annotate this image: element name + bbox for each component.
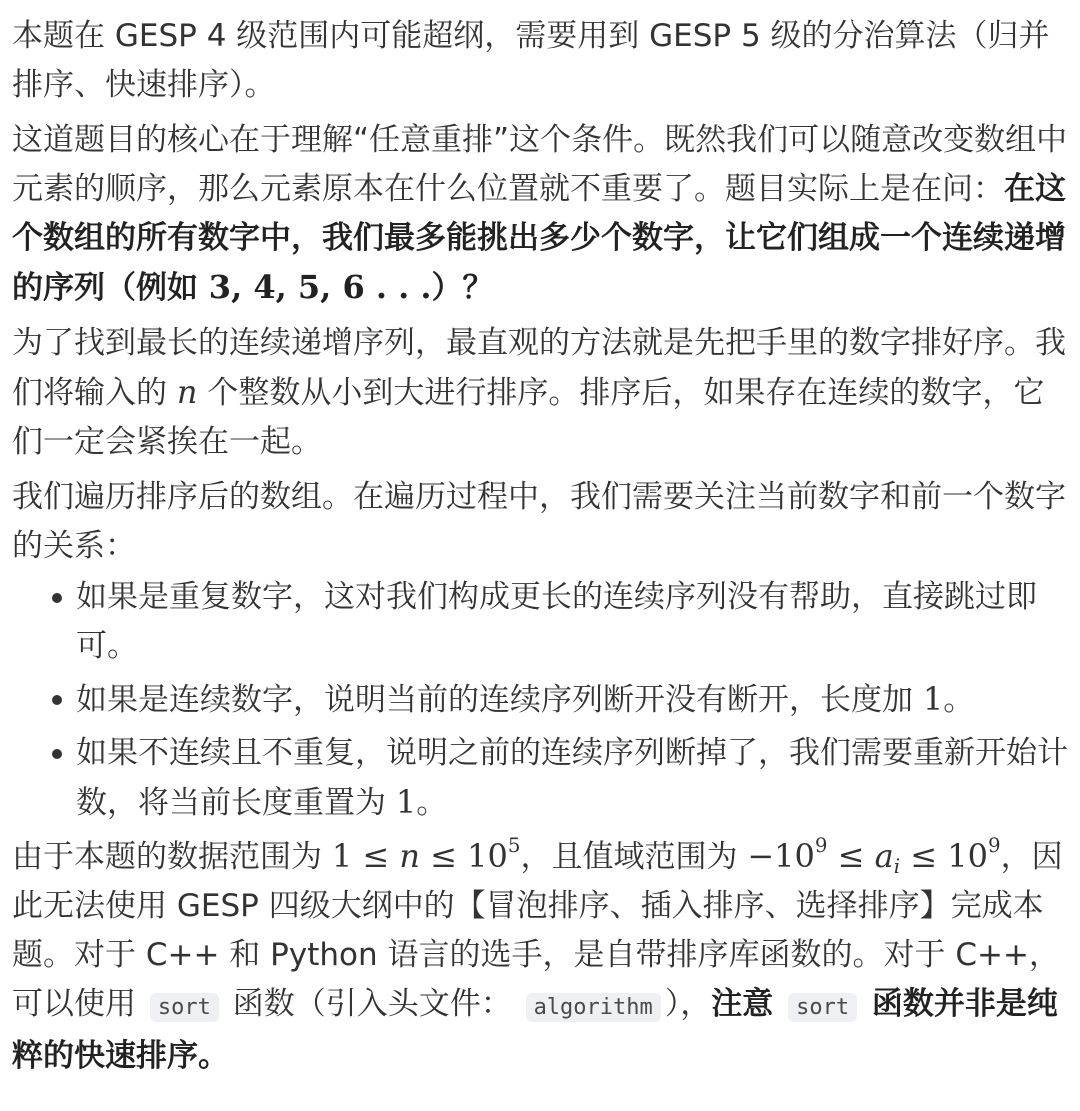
case-break-math: 1 [395, 783, 417, 821]
case-list [12, 573, 1074, 828]
core-idea-paragraph [12, 116, 1074, 313]
case-break-text: 如果不连续且不重复，说明之前的连续序列断掉了，我们需要重新开始计数，将当前长度重置为 [76, 735, 1068, 821]
constraints-text-a: 由于本题的数据范围为 [12, 839, 332, 875]
example-sequence-math: 3, 4, 5, 6 . . . [208, 268, 432, 306]
core-idea-text: 这道题目的核心在于理解“任意重排”这个条件。既然我们可以随意改变数组中元素的顺序，那么元素原本在什么位置就不重要了。题目实际上是在问： [12, 122, 1068, 207]
constraints-text-d: 函数（引入头文件： [222, 986, 522, 1022]
var-n-math: n [176, 373, 198, 411]
core-question-end: ）？ [431, 270, 494, 306]
code-algorithm: algorithm [526, 993, 661, 1022]
list-item [76, 729, 1074, 828]
case-break-end: 。 [416, 785, 448, 821]
constraints-text-b: ，且值域范围为 [520, 839, 748, 875]
intro-paragraph [12, 12, 1074, 110]
traverse-text: 我们遍历排序后的数组。在遍历过程中，我们需要关注当前数字和前一个数字的关系： [12, 479, 1066, 564]
constraints-text-c: ，因此无法使用 GESP 四级大纲中的【冒泡排序、插入排序、选择排序】完成本题。对于 C++ 和 Python 语言的选手，是自带排序库函数的。对于 C++，可以使用 [12, 839, 1063, 1022]
code-sort-note: sort [788, 993, 857, 1022]
sorting-text-b: 个整数从小到大进行排序。排序后，如果存在连续的数字，它们一定会紧挨在一起。 [12, 375, 1045, 460]
sorting-paragraph [12, 319, 1074, 467]
n-range-math: $1 \le n \le 10^5$ [331, 834, 521, 875]
case-consecutive-math: 1 [922, 680, 944, 718]
case-consecutive-text: 如果是连续数字，说明当前的连续序列断开没有断开，长度加 [76, 682, 923, 718]
list-item [76, 675, 1074, 725]
case-duplicate-text: 如果是重复数字，这对我们构成更长的连续序列没有帮助，直接跳过即可。 [76, 579, 1037, 664]
a-range-math: $-10^9 \le a_i \le 10^9$ [747, 834, 1001, 878]
intro-text: 本题在 GESP 4 级范围内可能超纲，需要用到 GESP 5 级的分治算法（归并排序、快速排序）。 [12, 18, 1050, 103]
case-consecutive-end: 。 [943, 682, 975, 718]
constraints-paragraph [12, 832, 1074, 1081]
list-item [76, 573, 1074, 671]
sort-note-bold: 注意 sort 函数并非是纯粹的快速排序。 [12, 986, 1058, 1074]
core-question-text: 在这个数组的所有数字中，我们最多能挑出多少个数字，让它们组成一个连续递增的序列（例如 [12, 171, 1066, 306]
document-body [12, 0, 1074, 1081]
sorting-text-a: 为了找到最长的连续递增序列，最直观的方法就是先把手里的数字排好序。我们将输入的 [12, 325, 1066, 411]
traverse-paragraph [12, 473, 1074, 571]
code-sort: sort [150, 993, 219, 1022]
constraints-text-e: ）， [664, 986, 712, 1022]
